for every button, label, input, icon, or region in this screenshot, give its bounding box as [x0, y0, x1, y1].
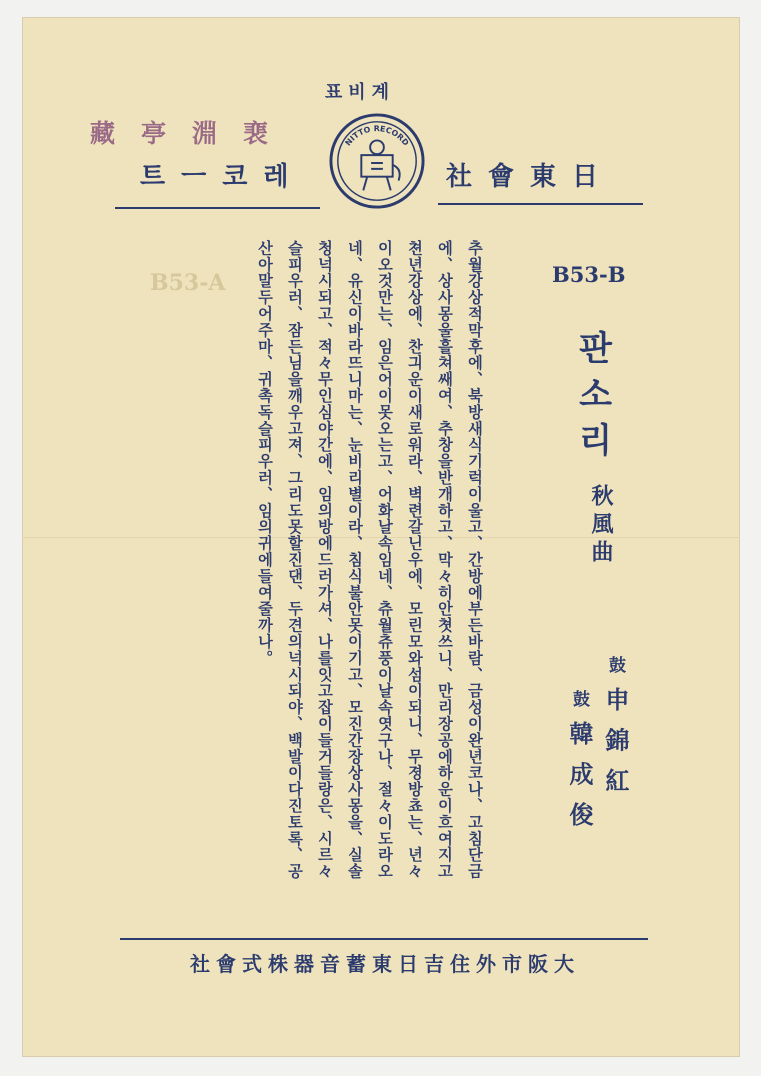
song-title: 판소리: [572, 330, 612, 468]
lyric-line: 산아말두어주마、귀촉독슬피우러、임의귀에들여줄까나。: [256, 240, 274, 667]
header-rule-left: [115, 207, 320, 209]
nitto-record-logo: [328, 112, 426, 210]
song-subtitle: 秋風曲: [588, 484, 614, 568]
lyric-line: 네、유신이바라뜨니마는、눈비리별이라、침식불안못이기고、모진간장상사몽을、실솔: [346, 240, 364, 880]
lyric-line: 이오것만는、임은어이못오는고、어화날속임네、츄월츄풍이날속엿구나、절々이도라오: [376, 240, 394, 880]
header-rule-right: [438, 203, 643, 205]
catalog-number: B53-B: [552, 262, 626, 287]
performer-1: [598, 656, 633, 796]
performer-1-name: 申 錦 紅: [601, 686, 630, 796]
lyric-line: 쳔년강상에、찬긔운이새로워라、벽련갈닌우에、모린모와섬이되니、무졍방쵸는、년々: [406, 240, 424, 880]
logo-text: NITTO RECORD: [343, 124, 411, 148]
lyric-line: 에、상사몽울흘쳐쌔여、추창을반개하고、막々히안쳣쓰니、만리장공에하운이흐여지고: [436, 240, 454, 880]
performer-2-name: 韓 成 俊: [565, 720, 594, 830]
brand-japanese: 社會東日: [446, 162, 615, 192]
performer-2-role: 鼓: [569, 690, 589, 711]
bleed-through-catalog: B53-A: [150, 270, 226, 296]
lyric-line: 추월강상적막후에、북방새식기럭이울고、간방에부든바람、금성이완년코나、고침단금: [466, 240, 484, 880]
lyric-line: 청넉시되고、적々무인심야간에、임의방에드러가셔、나를잇고잡이들거들랑은、시르々: [316, 240, 334, 880]
performer-2: [562, 690, 597, 830]
performer-1-role: 鼓: [605, 656, 625, 677]
lyrics-block: [250, 240, 490, 920]
publisher-footer: 社會式株器音蓄東日吉住外市阪大: [190, 952, 580, 976]
lyric-line: 슬피우러、잠든님을깨우고져、그리도못할진댄、두견의넉시되야、백발이다진토록、공: [286, 240, 304, 880]
top-label: 표비계: [324, 82, 396, 103]
ownership-stamp: 藏亭淵裵: [90, 119, 295, 148]
svg-text:NITTO RECORD: [343, 124, 410, 148]
brand-korean: 트ㅡ코레: [140, 162, 305, 192]
footer-rule: [120, 938, 648, 940]
